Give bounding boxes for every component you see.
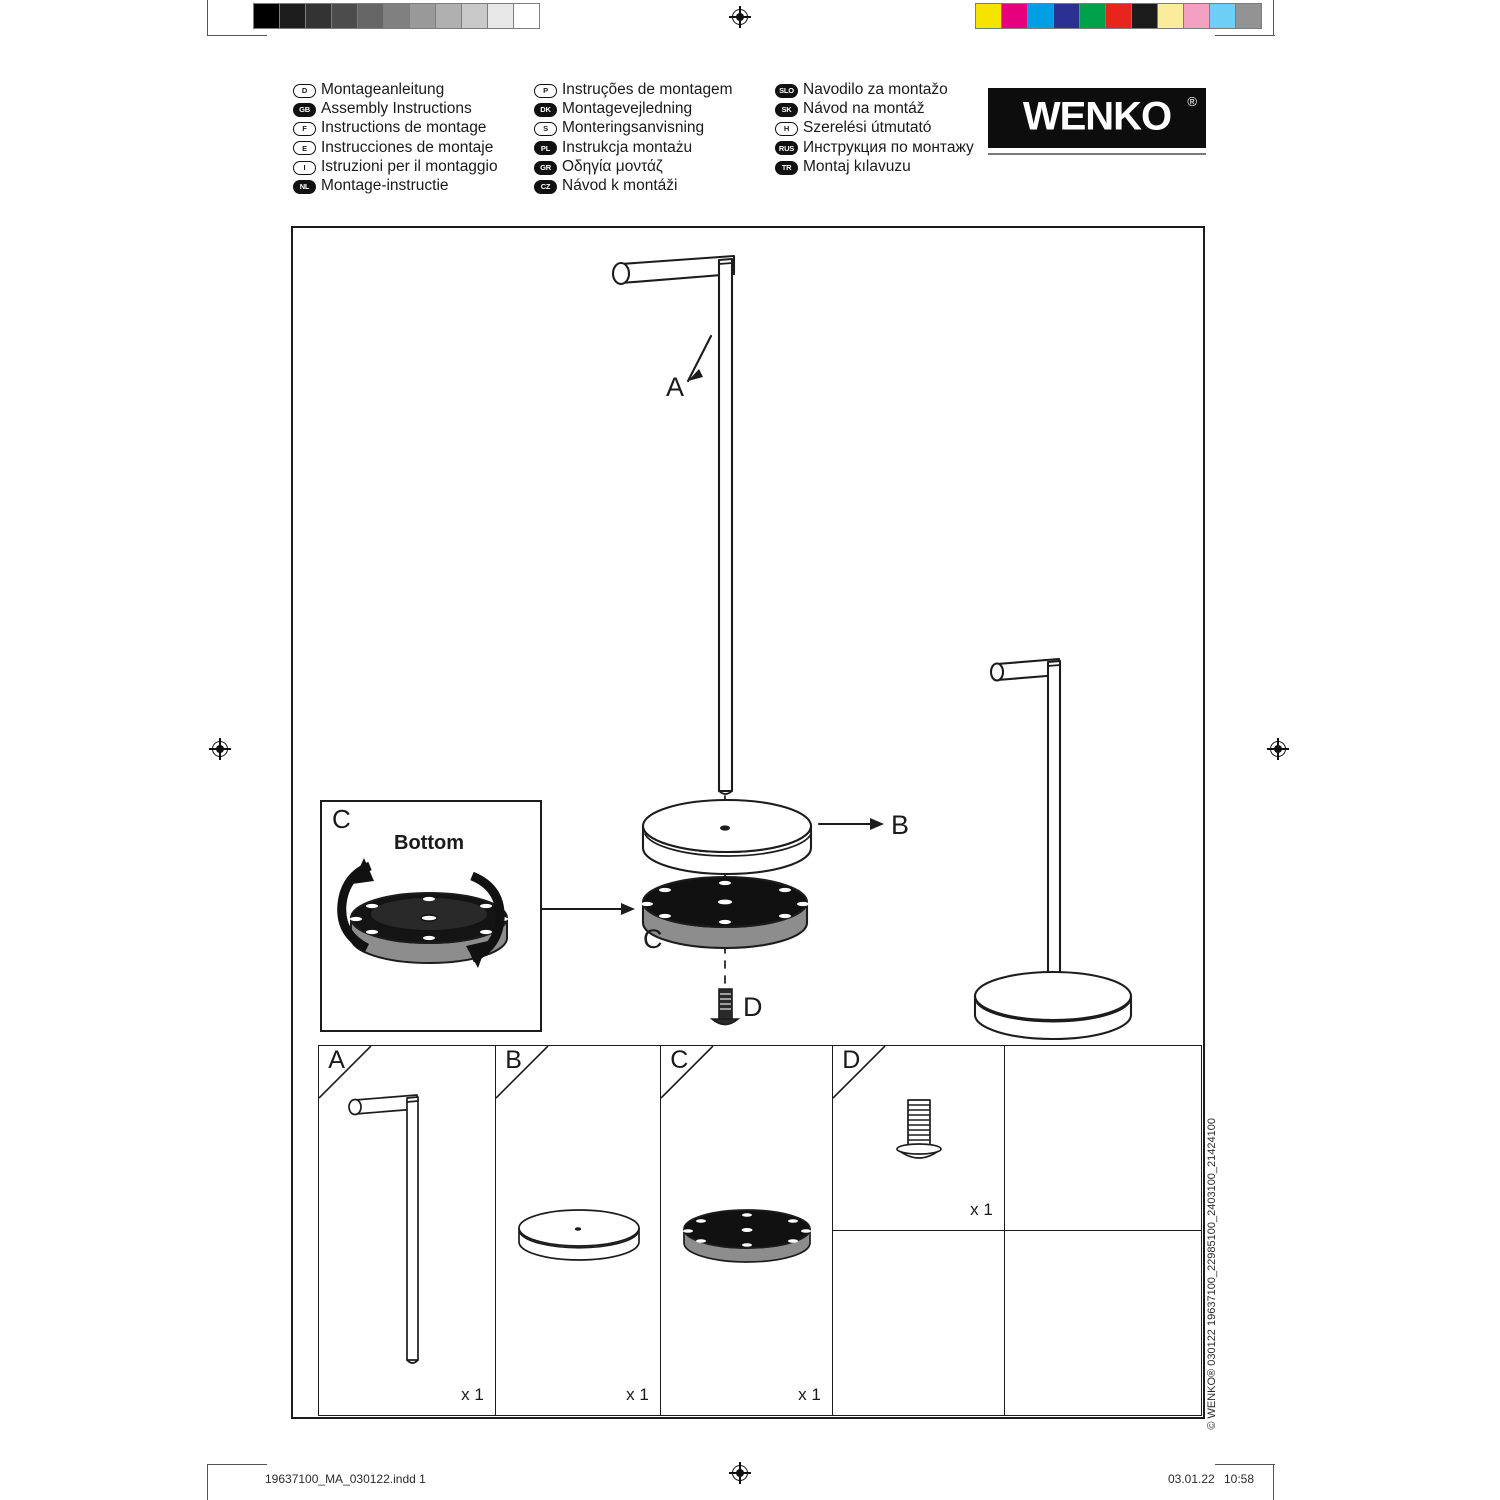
gray-swatch-5 [384,4,410,28]
gray-swatch-7 [436,4,462,28]
part-label: D [842,1046,861,1075]
gray-swatch-8 [462,4,488,28]
country-code-badge: DK [534,103,557,117]
callout-b-arrow [819,818,884,830]
registered-trademark-icon: ® [1187,94,1197,109]
trim-rule-right-top [1215,35,1275,36]
footer-time: 10:58 [1224,1472,1255,1486]
language-row-s [534,118,733,137]
callout-c-label: C [643,924,663,954]
part-a-rod-exploded [613,256,734,794]
gray-swatch-0 [254,4,280,28]
gray-swatch-3 [332,4,358,28]
callout-a-arrow [688,336,711,381]
registration-mark-left-middle [209,738,231,760]
grayscale-calibration-strip [253,3,540,29]
logo-wordmark: WENKO [1022,94,1172,139]
language-title: Instruções de montagem [562,81,733,98]
part-cell-b [495,1045,662,1416]
part-cell-empty-bottom-right [1004,1230,1202,1416]
assembled-product [975,659,1131,1039]
gray-swatch-4 [358,4,384,28]
color-swatch-10 [1236,4,1261,28]
trim-rule-left-bottom [207,1464,267,1465]
language-title: Инструкция по монтажу [803,138,974,156]
part-b-base-disc [643,800,811,874]
footer-filename: 19637100_MA_030122.indd 1 [265,1472,426,1486]
language-row-f [293,118,498,137]
part-artwork-rod [319,1046,496,1415]
trim-mark-left-bottom [207,1464,208,1500]
parts-table [319,1046,1201,1415]
language-title: Montaj kılavuzu [803,157,911,175]
language-row-slo [775,80,974,99]
registration-mark-right-middle [1267,738,1289,760]
inset-to-part-c-arrow [541,903,635,915]
vertical-copyright-code: © WENKO® 030122 19637100_22985100_2403100_21424100 [1206,1118,1218,1430]
country-code-badge: E [293,141,316,155]
language-title: Navodilo za montažo [803,81,948,98]
language-row-gr [534,157,733,176]
logo-underline [988,153,1206,155]
country-code-badge: NL [293,180,316,194]
language-title: Návod k montáži [562,177,678,195]
part-d-screw [712,989,738,1025]
country-code-badge: H [775,122,798,136]
language-title: Návod na montáž [803,100,925,118]
language-title: Instrukcja montażu [562,138,693,156]
color-swatch-7 [1158,4,1184,28]
language-row-dk [534,99,733,118]
language-title: Montagevejledning [562,100,693,118]
language-title: Instrucciones de montaje [321,138,494,156]
color-swatch-9 [1210,4,1236,28]
part-c-dark-disc [641,877,809,948]
country-code-badge: CZ [534,180,557,194]
language-row-rus [775,138,974,157]
language-row-pl [534,138,733,157]
gray-swatch-1 [280,4,306,28]
country-code-badge: F [293,122,316,136]
registration-mark-top-center [729,6,751,28]
language-title: Montageanleitung [321,81,445,98]
gray-swatch-2 [306,4,332,28]
country-code-badge: RUS [775,141,798,155]
language-row-cz [534,176,733,195]
language-row-sk [775,99,974,118]
part-cell-a [318,1045,497,1416]
language-title: Istruzioni per il montaggio [321,157,498,175]
language-list-column-2 [534,80,733,195]
language-title: Szerelési útmutató [803,119,932,137]
color-swatch-1 [1002,4,1028,28]
part-label: A [328,1046,345,1075]
trim-rule-right-bottom [1215,1464,1275,1465]
part-artwork-dark-disc [661,1046,833,1415]
part-artwork-light-disc [496,1046,661,1415]
color-swatch-3 [1054,4,1080,28]
gray-swatch-6 [410,4,436,28]
language-row-h [775,118,974,137]
language-row-i [293,157,498,176]
language-list-column-1 [293,80,498,195]
language-title: Assembly Instructions [321,100,472,118]
callout-b-label: B [891,810,910,840]
inset-artwork [320,800,538,1028]
trim-mark-right-bottom [1273,1464,1274,1500]
country-code-badge: S [534,122,557,136]
language-row-tr [775,157,974,176]
trim-mark-left-top [207,0,208,36]
part-label: B [505,1046,522,1075]
gray-swatch-10 [514,4,539,28]
country-code-badge: PL [534,141,557,155]
registration-mark-bottom-center [729,1462,751,1484]
country-code-badge: SLO [775,84,798,98]
inset-caption-bottom: Bottom [394,832,464,854]
color-swatch-4 [1080,4,1106,28]
callout-d-label: D [743,992,763,1022]
language-row-p [534,80,733,99]
gray-swatch-9 [488,4,514,28]
country-code-badge: SK [775,103,798,117]
country-code-badge: GB [293,103,316,117]
language-row-nl [293,176,498,195]
language-title: Monteringsanvisning [562,119,705,137]
language-title: Οδηγία μοντάζ [562,157,663,175]
part-cell-c [660,1045,834,1416]
part-cell-d [832,1045,1006,1231]
language-title: Instructions de montage [321,119,487,137]
part-quantity: x 1 [798,1384,821,1404]
country-code-badge: D [293,84,316,98]
language-row-d [293,80,498,99]
inset-label-c: C [332,804,351,834]
part-quantity: x 1 [970,1200,993,1220]
part-label: C [670,1046,689,1075]
color-swatch-8 [1184,4,1210,28]
part-cell-empty-bottom-d [832,1230,1006,1416]
part-cell-empty-top-right [1004,1045,1202,1231]
color-calibration-strip [975,3,1262,29]
country-code-badge: GR [534,161,557,175]
color-swatch-0 [976,4,1002,28]
footer-date: 03.01.22 [1168,1472,1215,1486]
country-code-badge: I [293,161,316,175]
trim-rule-left-top [207,35,267,36]
country-code-badge: TR [775,161,798,175]
part-quantity: x 1 [461,1384,484,1404]
language-row-e [293,138,498,157]
language-list-column-3 [775,80,974,176]
language-title: Montage-instructie [321,177,449,195]
callout-a-label: A [666,372,685,402]
country-code-badge: P [534,84,557,98]
color-swatch-6 [1132,4,1158,28]
color-swatch-2 [1028,4,1054,28]
part-quantity: x 1 [626,1384,649,1404]
trim-mark-right-top [1273,0,1274,36]
color-swatch-5 [1106,4,1132,28]
language-row-gb [293,99,498,118]
wenko-logo [988,88,1206,148]
